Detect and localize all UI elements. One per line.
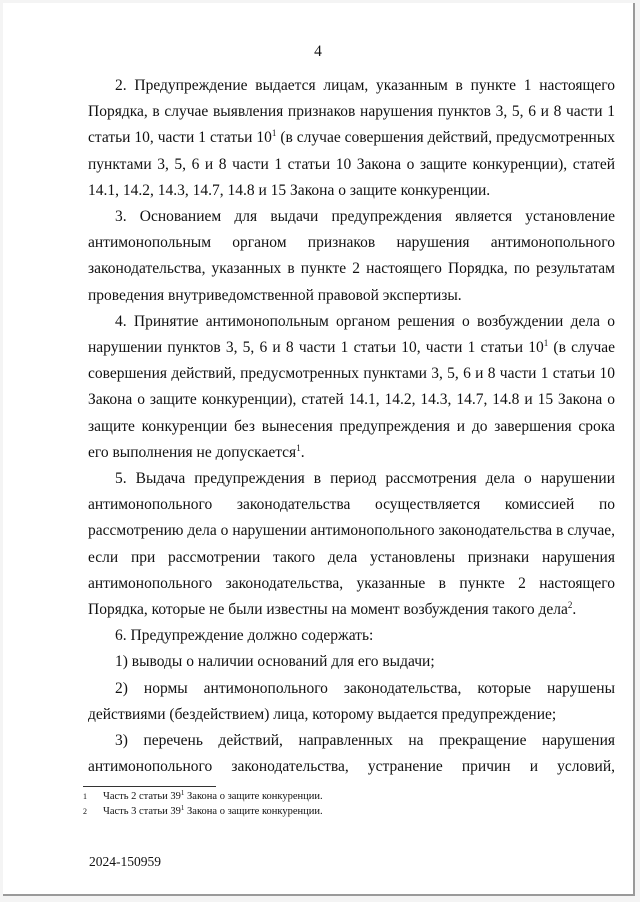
paragraph-text: . <box>300 443 305 461</box>
paragraph-p2 <box>88 73 615 204</box>
paragraph-text: 2. Предупреждение выдается лицам, указанным в пункте 1 настоящего Порядка, в случае выявления признаков нарушения пунктов 3, 5, 6 и 8 части 1 статьи 10, части 1 статьи 10 <box>88 77 615 147</box>
document-number: 2024-150959 <box>89 854 161 869</box>
footnote-text-after: Закона о защите конкуренции. <box>184 805 323 817</box>
paragraph-text: 4. Принятие антимонопольным органом решения о возбуждении дела о нарушении пунктов 3, 5, 6 и 8 части 1 статьи 10, части 1 статьи 10 <box>88 312 615 357</box>
footnotes <box>83 790 603 819</box>
paragraph-text: (в случае совершения действий, предусмотренных пунктами 3, 5, 6 и 8 части 1 статьи 10 Закона о защите конкуренции), статей 14.1, 14.2, 14.3, 14.7, 14.8 и 15 Закона о защите конкуренции без вынесения предупреждения и до завершения срока его выполнения не допускается <box>88 339 615 461</box>
footnote-text <box>103 805 323 820</box>
footnote-text <box>103 790 323 805</box>
paragraph-text: 2) нормы антимонопольного законодательства, которые нарушены действиями (бездействием) лица, которому выдается предупреждение; <box>88 679 615 723</box>
footnote-number: 1 <box>83 792 87 801</box>
paragraph-p6-1 <box>88 649 615 675</box>
paragraph-text: 3) перечень действий, направленных на прекращение нарушения антимонопольного законодательства, устранение причин и условий, <box>88 732 615 776</box>
paragraph-text: 5. Выдача предупреждения в период рассмотрения дела о нарушении антимонопольного законодательства осуществляется комиссией по рассмотрению дела о нарушении антимонопольного законодательства в случае, если при рассмотрении такого дела установлены признаки нарушения антимонопольного законодательства, указанные в пункте 2 настоящего Порядка, которые не были известны на момент возбуждения такого дела <box>88 470 615 619</box>
footnote-1 <box>83 790 603 805</box>
paragraph-text: 3. Основанием для выдачи предупреждения является установление антимонопольным органом признаков нарушения антимонопольного законодательства, указанных в пункте 2 настоящего Порядка, по результатам проведения внутриведомственной правовой экспертизы. <box>88 208 615 304</box>
document-page <box>3 3 635 896</box>
paragraph-text: 1) выводы о наличии оснований для его выдачи; <box>115 653 435 671</box>
footnote-ref: 1 <box>296 442 301 453</box>
footnote-superscript: 1 <box>180 789 185 797</box>
document-body <box>88 73 615 780</box>
footnote-ref: 2 <box>567 600 573 611</box>
footnote-number: 2 <box>83 806 87 816</box>
paragraph-p6 <box>88 623 615 649</box>
paragraph-p3 <box>88 204 615 309</box>
footnote-ref: 1 <box>543 338 549 349</box>
footnote-text-before: Часть 2 статьи 39 <box>103 791 181 802</box>
footnote-ref: 1 <box>271 128 277 139</box>
paragraph-p6-3 <box>88 728 615 780</box>
paragraph-text: (в случае совершения действий, предусмотренных пунктами 3, 5, 6 и 8 части 1 статьи 10 Закона о защите конкуренции), статей 14.1, 14.2, 14.3, 14.7, 14.8 и 15 Закона о защите конкуренции. <box>88 129 615 199</box>
footnote-superscript: 1 <box>180 803 185 812</box>
paragraph-text: 6. Предупреждение должно содержать: <box>115 627 374 645</box>
paragraph-p4 <box>88 309 615 466</box>
paragraph-text: . <box>572 601 577 619</box>
footnote-text-before: Часть 3 статьи 39 <box>103 805 181 817</box>
footnote-separator <box>83 786 216 787</box>
page-number: 4 <box>314 43 322 60</box>
footnote-2 <box>83 805 603 820</box>
paragraph-p5 <box>88 466 615 623</box>
paragraph-p6-2 <box>88 676 615 728</box>
footnote-text-after: Закона о защите конкуренции. <box>184 791 323 802</box>
